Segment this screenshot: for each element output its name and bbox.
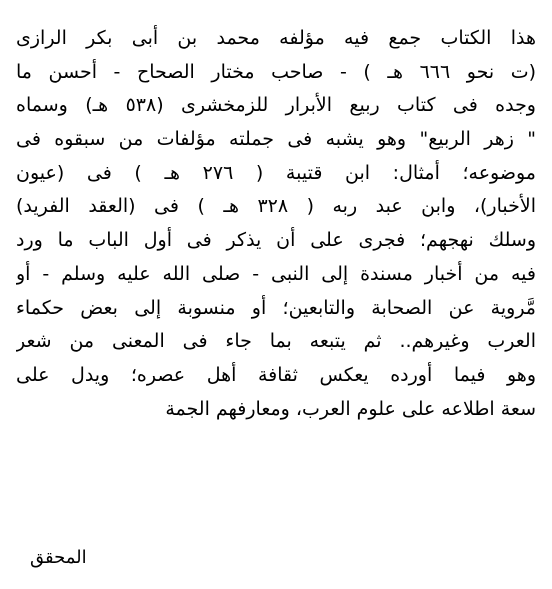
paragraph-line: الأخبار)، وابن عبد ربه ( ٣٢٨ هـ ) فى (العقد الفريد) xyxy=(16,195,536,218)
paragraph-line: " زهر الربيع" وهو يشبه فى جملته مؤلفات من سبقوه فى xyxy=(16,128,536,151)
paragraph-line: هذا الكتاب جمع فيه مؤلفه محمد بن أبى بكر الرازى xyxy=(16,27,536,49)
paragraph-line: وهو فيما أورده يعكس ثقافة أهل عصره؛ ويدل على xyxy=(16,363,536,386)
paragraph-line: موضوعه؛ أمثال: ابن قتيبة ( ٢٧٦ هـ ) فى (عيون xyxy=(16,161,536,184)
editor-signature: المحقق xyxy=(30,547,87,568)
paragraph-line: وسلك نهجهم؛ فجرى على أن يذكر فى أول الباب ما ورد xyxy=(16,229,536,252)
paragraph-line: سعة اطلاعه على علوم العرب، ومعارفهم الجمة xyxy=(165,397,536,420)
introduction-paragraph xyxy=(16,22,536,426)
paragraph-line: وجده فى كتاب ربيع الأبرار للزمخشرى (٥٣٨ هـ) وسماه xyxy=(16,94,536,117)
paragraph-line: فيه من أخبار مسندة إلى النبى - صلى الله عليه وسلم - أو xyxy=(16,262,536,285)
paragraph-line: (ت نحو ٦٦٦ هـ ) - صاحب مختار الصحاح - أحسن ما xyxy=(16,60,536,83)
paragraph-line: مَّروية عن الصحابة والتابعين؛ أو منسوبة إلى بعض حكماء xyxy=(16,296,536,319)
paragraph-line: العرب وغيرهم.. ثم يتبعه بما جاء فى المعنى من شعر xyxy=(16,330,536,353)
